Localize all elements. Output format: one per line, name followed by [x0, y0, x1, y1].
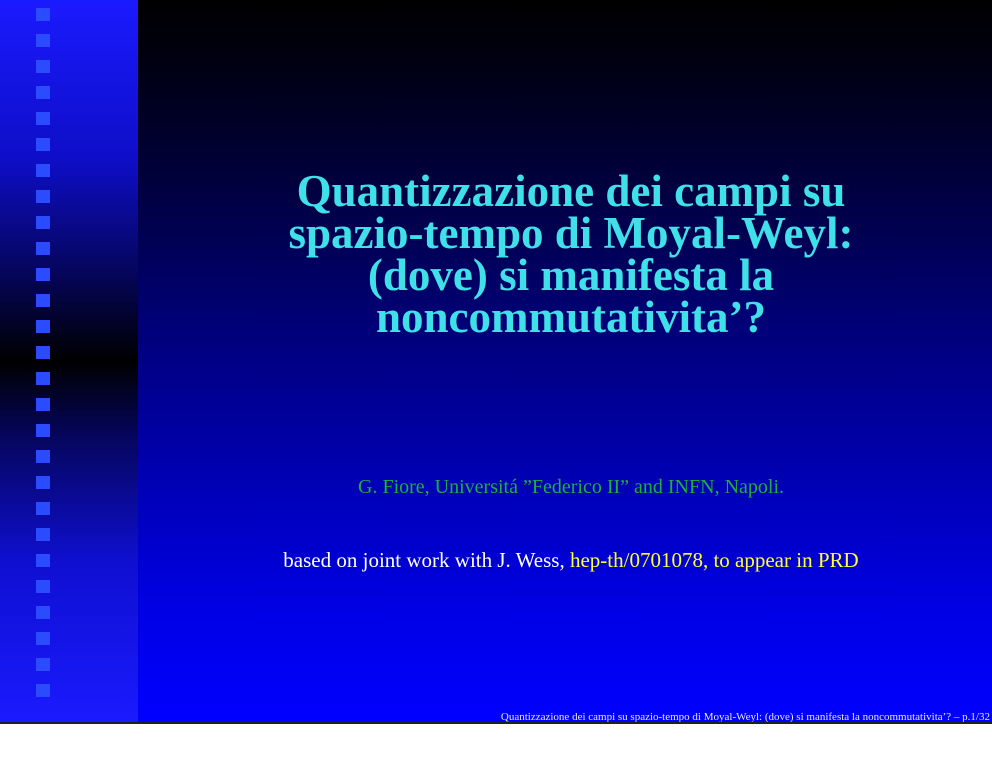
slide-title — [150, 166, 992, 342]
decorative-square — [36, 294, 50, 307]
title-line-2: spazio-tempo di Moyal-Weyl: — [288, 208, 854, 258]
author-affiliation: G. Fiore, Universitá ”Federico II” and INFN, Napoli. — [358, 476, 784, 498]
decorative-square — [36, 190, 50, 203]
slide-main-panel — [138, 0, 992, 722]
decorative-square — [36, 112, 50, 125]
decorative-square — [36, 528, 50, 541]
title-line-1: Quantizzazione dei campi su — [296, 166, 846, 216]
decorative-square — [36, 632, 50, 645]
decorative-square — [36, 320, 50, 333]
decorative-square — [36, 502, 50, 515]
decorative-square — [36, 450, 50, 463]
decorative-square — [36, 216, 50, 229]
decorative-square — [36, 34, 50, 47]
title-line-3: (dove) si manifesta la — [367, 250, 775, 300]
decorative-square — [36, 346, 50, 359]
left-decorative-strip — [0, 0, 138, 722]
decorative-square — [36, 684, 50, 697]
decorative-square — [36, 8, 50, 21]
decorative-square — [36, 164, 50, 177]
decorative-squares — [36, 8, 50, 710]
decorative-square — [36, 242, 50, 255]
decorative-square — [36, 658, 50, 671]
decorative-square — [36, 86, 50, 99]
decorative-square — [36, 398, 50, 411]
slide-bottom-border — [0, 722, 992, 724]
decorative-square — [36, 580, 50, 593]
based-on-line — [150, 548, 992, 573]
slide-footer: Quantizzazione dei campi su spazio-tempo di Moyal-Weyl: (dove) si manifesta la noncommutativita’? – p.1/32 — [500, 711, 990, 722]
decorative-square — [36, 138, 50, 151]
decorative-square — [36, 476, 50, 489]
decorative-square — [36, 268, 50, 281]
decorative-square — [36, 606, 50, 619]
based-on-text: based on joint work with J. Wess, — [283, 548, 570, 572]
reference-highlight: hep-th/0701078, to appear in PRD — [569, 548, 859, 572]
decorative-square — [36, 60, 50, 73]
decorative-square — [36, 424, 50, 437]
title-line-4: noncommutativita’? — [376, 292, 766, 342]
decorative-square — [36, 554, 50, 567]
decorative-square — [36, 372, 50, 385]
